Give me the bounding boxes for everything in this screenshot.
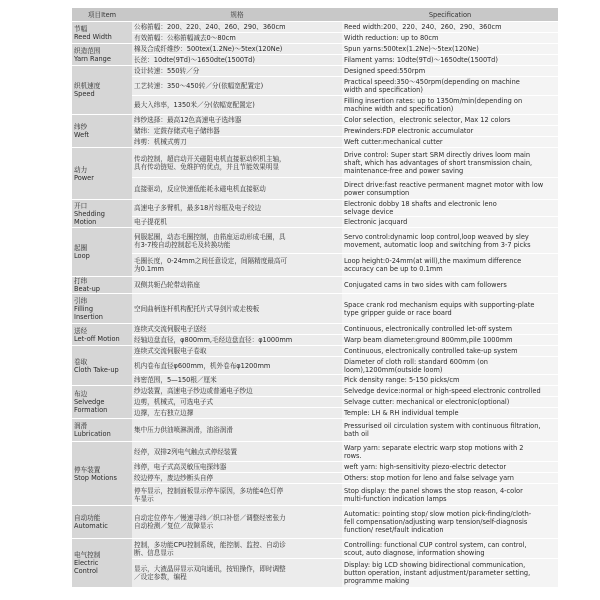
table-row — [72, 33, 558, 44]
table-row — [72, 442, 558, 462]
spec-cn-line: 公称筘幅：200、220、240、260、290、360cm — [134, 23, 286, 31]
table-row — [72, 335, 558, 346]
spec-cn-line: 连续式交流伺服电子卷取 — [134, 347, 207, 355]
spec-en-line: Filling insertion rates: up to 1350m/min(depending on — [344, 97, 523, 105]
spec-cn-cell — [132, 137, 342, 148]
item-label: Let-off Motion — [74, 334, 120, 343]
item-label: 织机速度 — [74, 82, 101, 90]
spec-cn-line: 毛圈长度，0-24mm之间任意设定，间隔精度最高可 — [134, 257, 288, 265]
spec-en-line: Electronic dobby 18 shafts and electronic leno — [344, 200, 497, 208]
spec-en-cell — [342, 178, 558, 200]
item-label: 卷取 — [74, 357, 88, 366]
item-label: 布边 — [74, 390, 88, 398]
table-row — [72, 96, 558, 115]
spec-en-line: movement, automatic loop and switching from 3-7 picks — [344, 240, 531, 249]
item-cell — [72, 346, 132, 386]
spec-en-line: Width reduction: up to 80cm — [344, 34, 439, 42]
spec-en-line: Pick density range: 5-150 picks/cm — [344, 376, 460, 384]
spec-en-line: Spun yarns:500tex(1.2Ne)～5tex(120Ne) — [344, 45, 479, 53]
item-cell — [72, 324, 132, 346]
table-row — [72, 375, 558, 386]
spec-cn-cell — [132, 442, 342, 462]
spec-en-cell — [342, 397, 558, 408]
spec-en-cell — [342, 22, 558, 33]
spec-en-line: Display: big LCD showing bidirectional communication, — [344, 561, 526, 569]
table-row — [72, 22, 558, 33]
table-row — [72, 217, 558, 228]
spec-en-line: machine width and specification) — [344, 105, 454, 113]
spec-en-cell — [342, 217, 558, 228]
spec-en-line: Filament yarns: 10dte(9Td)～1650dte(1500Td) — [344, 56, 498, 64]
spec-cn-line: 最大入纬率，1350米／分(依幅宽配置定) — [134, 101, 255, 109]
spec-cn-line: 边撑，左右独立边撑 — [134, 409, 194, 417]
spec-en-cell — [342, 200, 558, 217]
item-label: Weft — [74, 131, 89, 139]
table-row — [72, 115, 558, 126]
table-row — [72, 506, 558, 539]
spec-cn-line: 电子提花机 — [134, 218, 167, 226]
spec-en-line: selvage device — [344, 208, 394, 216]
item-label: Reed Width — [74, 32, 112, 41]
spec-cn-line: 纬密范围，5—150根／厘米 — [134, 376, 217, 384]
item-label: 停车装置 — [74, 465, 101, 474]
spec-en-line: Direct drive:fast reactive permanent magnet motor with low — [344, 180, 544, 189]
spec-cn-line: 纱边装置，高速电子纱边或普通电子纱边 — [134, 387, 253, 395]
item-label: 开口 — [74, 201, 88, 210]
spec-cn-cell — [132, 217, 342, 228]
spec-cn-cell — [132, 22, 342, 33]
table-row — [72, 254, 558, 277]
spec-en-line: Drive control: Super start SRM directly drives loom main — [344, 150, 531, 159]
spec-en-line: width and specification) — [344, 86, 423, 94]
table-row — [72, 44, 558, 55]
spec-en-line: Reed width:200、220、240、260、290、360cm — [344, 23, 502, 31]
spec-cn-line: 高速电子多臂机，最多18片综框及电子绞边 — [134, 204, 262, 212]
spec-en-line: maintenance-free and power saving — [344, 166, 464, 175]
item-label: 起圈 — [74, 244, 88, 252]
table-row — [72, 55, 558, 66]
table-row — [72, 324, 558, 335]
spec-body — [72, 22, 558, 588]
spec-en-cell — [342, 484, 558, 506]
item-cell — [72, 294, 132, 324]
spec-cn-line: 为0.1mm — [134, 265, 164, 273]
spec-cn-cell — [132, 408, 342, 419]
spec-cn-line: 长丝：10dte(9Td)～1650dte(1500Td) — [134, 56, 255, 64]
item-label: Lubrication — [74, 430, 111, 438]
item-label: Stop Motions — [74, 473, 117, 482]
item-label: Formation — [74, 406, 108, 414]
item-cell — [72, 44, 132, 66]
item-label: Control — [74, 567, 98, 575]
spec-cn-cell — [132, 473, 342, 484]
spec-cn-cell — [132, 324, 342, 335]
item-label: Selvedge — [74, 398, 105, 406]
spec-cn-line: 工艺转速：350～450转／分(依幅宽配置定) — [134, 82, 264, 90]
spec-en-line: Selvedge device:normal or high-speed electronic controlled — [344, 387, 541, 395]
table-row — [72, 408, 558, 419]
spec-cn-line: 纬纱选择：最高12色高速电子选纬器 — [134, 116, 242, 124]
item-label: Electric — [74, 559, 99, 567]
spec-cn-line: 设计转速：550转／分 — [134, 67, 200, 75]
spec-en-line: Controlling: functional CUP control system, can control, — [344, 540, 527, 549]
spec-cn-line: 纬剪：机械式剪刀 — [134, 138, 187, 146]
spec-cn-line: 车显示 — [134, 494, 154, 503]
table-row — [72, 346, 558, 357]
table-row — [72, 462, 558, 473]
item-label: 纬纱 — [74, 123, 88, 131]
spec-en-line: Warp yarn: separate electric warp stop motions with 2 — [344, 443, 524, 452]
spec-en-line: Pressurised oil circulation system with continuous filtration, — [344, 422, 541, 430]
item-cell — [72, 66, 132, 115]
item-label: 动力 — [74, 165, 88, 174]
spec-en-cell — [342, 386, 558, 397]
item-label: Insertion — [74, 312, 103, 321]
spec-cn-cell — [132, 386, 342, 397]
item-label: 织造范围 — [74, 46, 101, 55]
spec-en-line: loom),1200mm(outside loom) — [344, 365, 443, 374]
item-label: 自动功能 — [74, 514, 101, 522]
spec-cn-line: 纬停，电子式高灵敏压电探纬器 — [134, 463, 227, 471]
spec-en-line: button operation, instant adjustment/parameter setting, — [344, 569, 531, 577]
item-label: Yarn Range — [74, 54, 111, 63]
item-label: Power — [74, 173, 94, 182]
item-cell — [72, 386, 132, 419]
spec-cn-cell — [132, 335, 342, 346]
spec-en-cell — [342, 277, 558, 294]
spec-cn-cell — [132, 419, 342, 442]
spec-cn-line: ／设定参数，编程 — [134, 573, 187, 581]
spec-cn-line: 连续式交流伺服电子送经 — [134, 325, 207, 333]
spec-en-cell — [342, 96, 558, 115]
table-row — [72, 294, 558, 324]
spec-cn-cell — [132, 115, 342, 126]
spec-cn-line: 直接驱动，反应快速低能耗永磁电机直接驱动 — [134, 184, 266, 193]
spec-cn-cell — [132, 397, 342, 408]
spec-cn-line: 棉及合成纤维纱：500tex(1.2Ne)～5tex(120Ne) — [134, 45, 283, 53]
item-cell — [72, 228, 132, 277]
spec-cn-line: 集中压力供油喷淋润滑，油浴润滑 — [134, 426, 233, 434]
spec-cn-line: 有3-7梭自动控制起毛及转换功能 — [134, 240, 231, 249]
item-cell — [72, 277, 132, 294]
spec-cn-line: 停车显示，控制面板显示停车原因，多功能4色灯停 — [134, 486, 284, 495]
item-label: Speed — [74, 90, 95, 98]
item-label: Motion — [74, 217, 97, 226]
spec-cn-line: 传动控制，超启动开关磁阻电机直接驱动织机主轴， — [134, 154, 286, 163]
spec-cn-line: 经停，双排2列电气触点式停经装置 — [134, 447, 238, 456]
spec-en-cell — [342, 335, 558, 346]
table-row — [72, 473, 558, 484]
item-label: Shedding — [74, 209, 105, 218]
spec-en-line: Others: stop motion for leno and false selvage yarn — [344, 474, 514, 482]
table-row — [72, 559, 558, 588]
spec-en-cell — [342, 77, 558, 96]
spec-en-line: Warp beam diameter:ground 800mm,pile 1000mm — [344, 336, 513, 344]
spec-en-line: type gripper guide or race board — [344, 308, 452, 317]
spec-cn-cell — [132, 33, 342, 44]
spec-cn-line: 控制，多功能CPU控制系统，能控制、监控、自动诊 — [134, 540, 286, 549]
item-label: 引纬 — [74, 296, 88, 305]
spec-en-line: bath oil — [344, 430, 369, 438]
spec-cn-cell — [132, 55, 342, 66]
spec-en-line: Loop height:0-24mm(at will),the maximum difference — [344, 257, 522, 265]
table-row — [72, 419, 558, 442]
spec-en-line: Stop display: the panel shows the stop reason, 4-color — [344, 486, 523, 495]
table-row — [72, 539, 558, 559]
item-label: Beat-up — [74, 285, 100, 293]
spec-cn-cell — [132, 66, 342, 77]
spec-en-line: accuracy can be up to 0.1mm — [344, 265, 443, 273]
spec-en-cell — [342, 44, 558, 55]
spec-cn-cell — [132, 96, 342, 115]
spec-en-line: Temple: LH & RH individual temple — [344, 409, 459, 417]
spec-cn-cell — [132, 77, 342, 96]
item-label: 润滑 — [74, 422, 88, 430]
spec-cn-line: 边剪，机械式，可选电子式 — [134, 398, 214, 406]
item-label: 电气控制 — [74, 551, 101, 559]
spec-en-line: Weft cutter:mechanical cutter — [344, 138, 443, 146]
spec-cn-cell — [132, 200, 342, 217]
spec-en-cell — [342, 228, 558, 254]
spec-en-cell — [342, 346, 558, 357]
table-row — [72, 137, 558, 148]
spec-en-cell — [342, 294, 558, 324]
item-cell — [72, 539, 132, 588]
spec-en-line: Space crank rod mechanism equips with supporting-plate — [344, 300, 535, 309]
table-row — [72, 148, 558, 178]
spec-cn-line: 空间曲柄连杆机构配托片式导剑片或走梭板 — [134, 304, 260, 313]
item-cell — [72, 115, 132, 148]
spec-en-cell — [342, 254, 558, 277]
spec-en-cell — [342, 462, 558, 473]
header-item: 项目Item — [72, 8, 132, 22]
spec-cn-cell — [132, 148, 342, 178]
spec-cn-cell — [132, 484, 342, 506]
spec-en-line: function/ reset/fault indication — [344, 526, 444, 534]
spec-cn-cell — [132, 228, 342, 254]
item-label: Automatic — [74, 522, 108, 530]
spec-en-line: weft yarn: high-sensitivity piezo-electric detector — [344, 463, 507, 471]
spec-en-cell — [342, 148, 558, 178]
spec-en-line: Prewinders:FDP electronic accumulator — [344, 127, 474, 135]
spec-en-cell — [342, 419, 558, 442]
spec-en-line: power consumption — [344, 188, 410, 197]
item-cell — [72, 22, 132, 44]
spec-cn-line: 双侧共轭凸轮带动筘座 — [134, 281, 200, 289]
table-row — [72, 66, 558, 77]
item-label: 节幅 — [74, 24, 88, 33]
spec-en-cell — [342, 375, 558, 386]
table-row — [72, 277, 558, 294]
spec-en-line: Selvage cutter: mechanical or electronic(optional) — [344, 398, 510, 406]
spec-en-cell — [342, 442, 558, 462]
spec-en-cell — [342, 115, 558, 126]
table-row — [72, 357, 558, 375]
spec-en-cell — [342, 126, 558, 137]
spec-cn-cell — [132, 375, 342, 386]
table-row — [72, 200, 558, 217]
item-cell — [72, 419, 132, 442]
spec-en-line: shaft, which has advantages of short transmission chain, — [344, 158, 533, 167]
spec-table — [72, 8, 558, 588]
table-row — [72, 77, 558, 96]
table-row — [72, 484, 558, 506]
spec-cn-cell — [132, 506, 342, 539]
spec-cn-line: 自动检测／复位／故障显示 — [134, 522, 214, 530]
spec-en-line: Automatic: pointing stop/ slow motion pick-finding/cloth- — [344, 510, 532, 518]
spec-cn-line: 伺服起圈，动态毛圈控制，由筘座运动形成毛圈，具 — [134, 232, 286, 241]
spec-en-line: Servo control:dynamic loop control,loop weaved by sley — [344, 232, 529, 241]
spec-cn-line: 经轴边盘直径，φ800mm,毛经边盘直径：φ1000mm — [134, 336, 293, 344]
spec-en-line: rows. — [344, 451, 362, 460]
spec-en-cell — [342, 539, 558, 559]
item-label: Cloth Take-up — [74, 365, 119, 374]
spec-en-cell — [342, 137, 558, 148]
table-row — [72, 178, 558, 200]
table-row — [72, 126, 558, 137]
spec-en-line: Electronic jacquard — [344, 218, 408, 226]
header-spec-cn: 规格 — [132, 8, 342, 22]
spec-en-cell — [342, 357, 558, 375]
spec-en-line: Conjugated cams in two sides with cam followers — [344, 281, 507, 289]
header-row — [72, 8, 558, 22]
table-row — [72, 228, 558, 254]
item-cell — [72, 148, 132, 200]
spec-en-line: Continuous, electronically controlled let-off system — [344, 325, 513, 333]
header-spec-en: Specification — [342, 8, 558, 22]
item-label: Filling — [74, 304, 94, 313]
item-label: 送经 — [74, 326, 88, 335]
spec-cn-cell — [132, 126, 342, 137]
spec-cn-cell — [132, 254, 342, 277]
spec-cn-cell — [132, 559, 342, 588]
spec-en-line: Practical speed:350～450rpm(depending on machine — [344, 78, 520, 86]
spec-en-line: fell compensation/adjusting warp tension/self-diagnosis — [344, 518, 528, 526]
item-label: Loop — [74, 252, 90, 260]
spec-cn-cell — [132, 346, 342, 357]
spec-cn-line: 机内卷布直径φ600mm，机外卷布φ1200mm — [134, 361, 271, 370]
spec-en-line: multi-function indication lamps — [344, 494, 447, 503]
item-cell — [72, 200, 132, 228]
spec-cn-line: 具有传动链短、免维护的优点，并且节能效果明显 — [134, 162, 280, 171]
spec-cn-cell — [132, 277, 342, 294]
spec-cn-cell — [132, 178, 342, 200]
spec-en-line: Diameter of cloth roll: standard 600mm (on — [344, 357, 488, 366]
spec-cn-cell — [132, 357, 342, 375]
item-cell — [72, 442, 132, 506]
spec-cn-line: 储纬：定鼓存储式电子储纬器 — [134, 127, 220, 135]
spec-en-line: Designed speed:550rpm — [344, 67, 426, 75]
spec-en-cell — [342, 506, 558, 539]
spec-en-cell — [342, 324, 558, 335]
item-cell — [72, 506, 132, 539]
spec-cn-line: 有效筘幅：公称筘幅减去0～80cm — [134, 34, 236, 42]
spec-cn-cell — [132, 294, 342, 324]
spec-en-cell — [342, 66, 558, 77]
spec-en-line: scout, auto diagnose, information showing — [344, 548, 485, 557]
spec-cn-cell — [132, 539, 342, 559]
spec-cn-line: 绞边停车，废边纱断头自停 — [134, 474, 214, 482]
spec-en-cell — [342, 408, 558, 419]
spec-en-cell — [342, 55, 558, 66]
spec-en-line: programme making — [344, 577, 410, 585]
spec-en-line: Continuous, electronically controlled take-up system — [344, 347, 518, 355]
table-row — [72, 397, 558, 408]
spec-cn-line: 显示，大液晶屏显示双向通讯，按钮操作，即时调整 — [134, 565, 286, 573]
item-label: 打纬 — [74, 277, 88, 285]
spec-cn-line: 自动定位停车／慢速寻纬／织口补偿／调整经密张力 — [134, 514, 286, 522]
spec-cn-cell — [132, 44, 342, 55]
spec-cn-cell — [132, 462, 342, 473]
table-row — [72, 386, 558, 397]
spec-en-line: Color selection，electronic selector, Max 12 colors — [344, 116, 511, 124]
spec-cn-line: 断、信息显示 — [134, 548, 174, 557]
spec-en-cell — [342, 33, 558, 44]
spec-en-cell — [342, 559, 558, 588]
spec-en-cell — [342, 473, 558, 484]
